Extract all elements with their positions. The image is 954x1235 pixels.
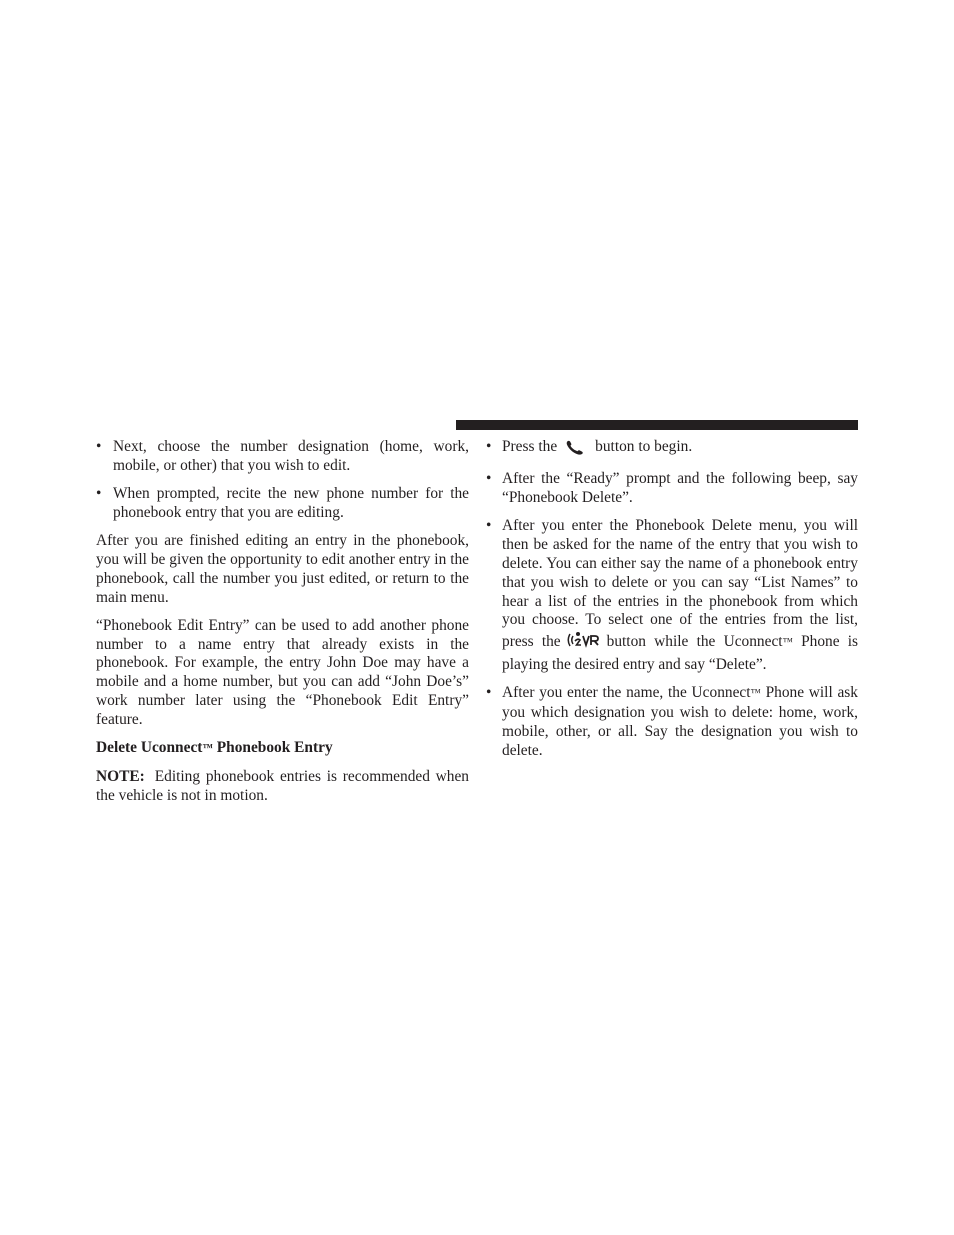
list-item [96, 438, 469, 476]
left-column [96, 438, 469, 816]
bullet: • [486, 470, 492, 488]
list-item: • Press the button to begin. [486, 438, 858, 461]
list-item-text: After the “Ready” prompt and the following beep, say “Phonebook Delete”. [502, 470, 858, 507]
note-label: NOTE: [96, 768, 145, 786]
list-item-text: Next, choose the number designation (home, work, mobile, or other) that you wish to edit. [113, 438, 469, 474]
trademark-symbol: ™ [202, 743, 213, 755]
bullet: • [486, 517, 492, 535]
list-item-text: When prompted, recite the new phone number for the phonebook entry that you are editing. [113, 485, 469, 521]
bullet: • [96, 438, 102, 455]
section-heading: Delete Uconnect™ Phonebook Entry [96, 739, 333, 757]
bullet: • [96, 485, 102, 503]
list-item [486, 470, 858, 508]
right-column [486, 438, 858, 770]
list-item: • After you enter the Phonebook Delete menu, you will then be asked for the name of the entry that you wish to delete. You can either say the name of a phonebook entry that you wish to delete or you can say “List Names” to hear a list of the entries in the phonebook from which you choose. To select one of the entries from the list, press the button while the Uconnect™ Phone is playing the desired entry and say “Delete”. [486, 517, 859, 673]
paragraph: “Phonebook Edit Entry” can be used to add another phone number to a name entry that already exists in the phonebook. For example, the entry John Doe may have a mobile and a home number, but you can add “John Doe’s” work number later using the “Phonebook Edit Entry” feature. [96, 616, 469, 728]
note-text: Editing phonebook entries is recommended when the vehicle is not in motion. [96, 768, 469, 805]
section-header-bar [456, 420, 858, 430]
trademark-symbol: ™ [782, 637, 793, 649]
bullet: • [486, 438, 492, 455]
list-item [96, 485, 469, 523]
trademark-symbol: ™ [750, 688, 761, 700]
note [96, 768, 469, 806]
bullet: • [486, 684, 492, 702]
phone-icon [565, 439, 585, 461]
list-item: • After you enter the name, the Uconnect™ Phone will ask you which designation you wish to delete: home, work, mobile, other, or all. Say the designation you wish to delete. [486, 684, 858, 759]
paragraph: After you are finished editing an entry in the phonebook, you will be given the opportunity to edit another entry in the phonebook, call the number you just edited, or return to the main menu. [96, 532, 469, 606]
voice-recognition-icon [565, 630, 601, 656]
